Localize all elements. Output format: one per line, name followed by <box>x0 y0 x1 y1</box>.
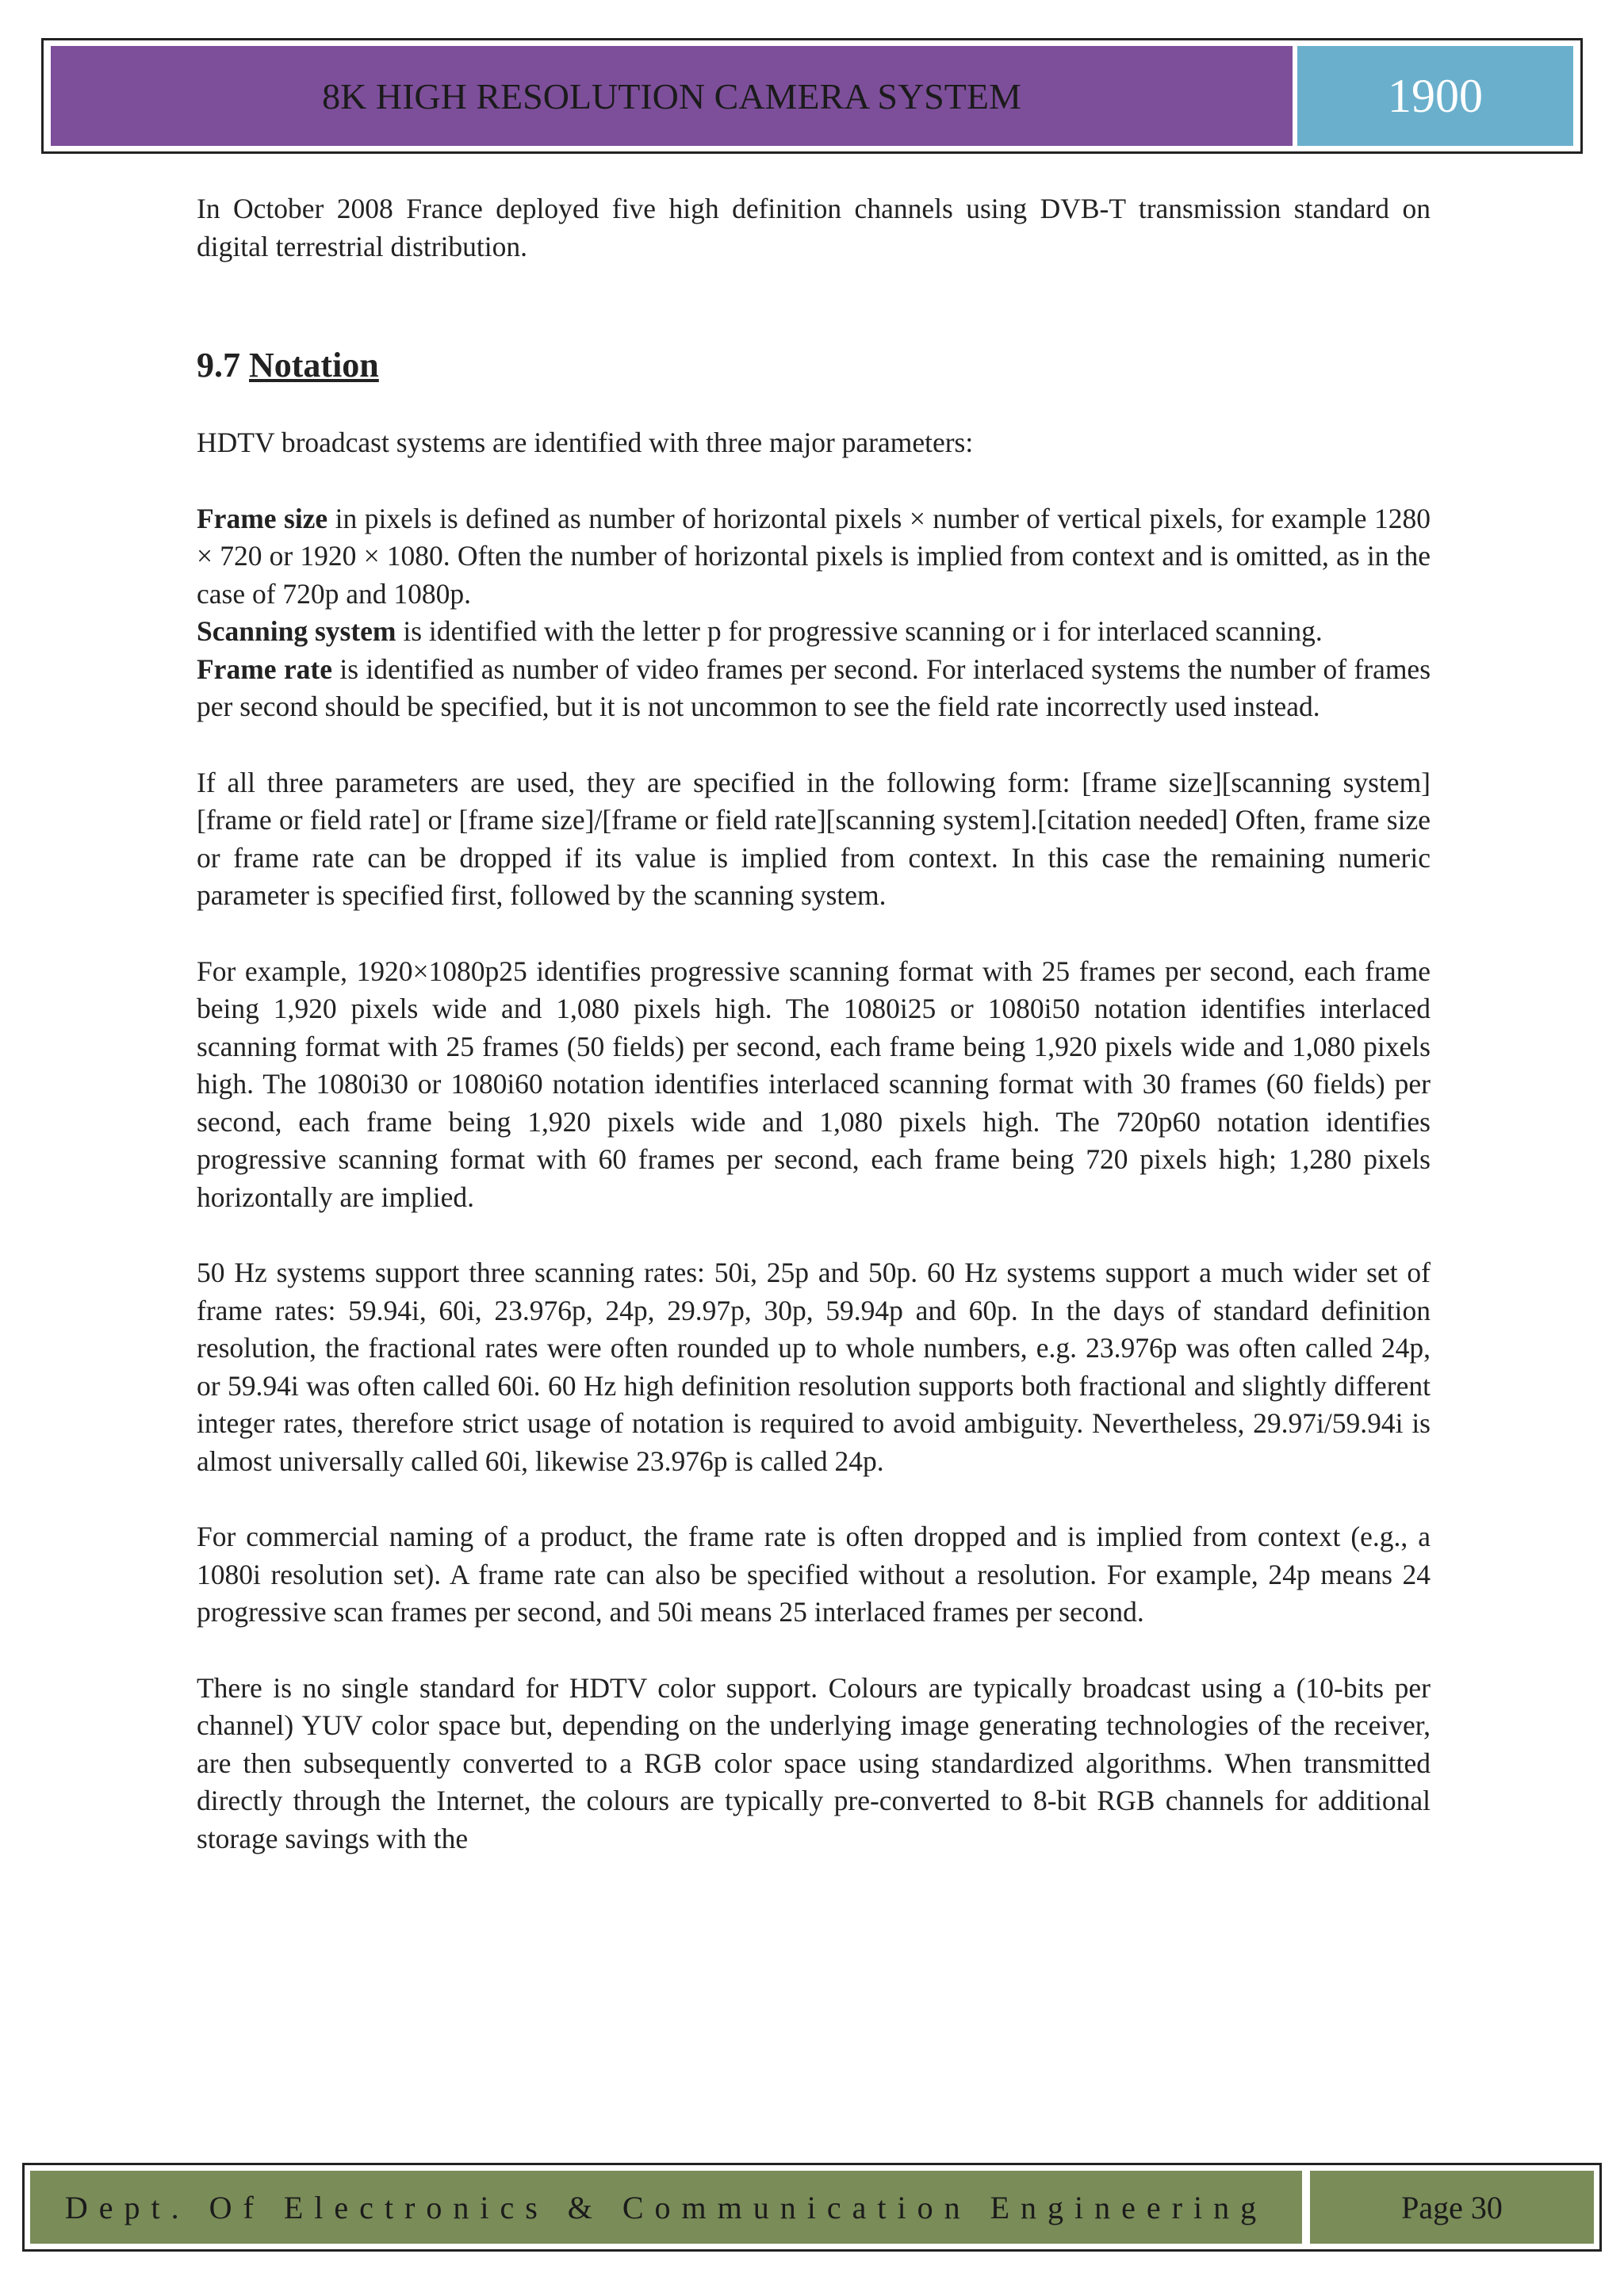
header-year: 1900 <box>1297 46 1573 146</box>
frame-rate-label: Frame rate <box>197 652 332 685</box>
intro-paragraph: In October 2008 France deployed five high definition channels using DVB-T transmission standard on digital terrestrial distribution. <box>197 193 1431 262</box>
frame-size-label: Frame size <box>197 502 328 534</box>
section-heading <box>197 345 1431 386</box>
header-title: 8K HIGH RESOLUTION CAMERA SYSTEM <box>51 46 1293 146</box>
section-title: Notation <box>249 346 379 385</box>
scanning-text: is identified with the letter p for progressive scanning or i for interlaced scanning. <box>396 615 1323 647</box>
scanning-paragraph <box>197 613 1431 651</box>
section-number: 9.7 <box>197 346 249 385</box>
color-paragraph: There is no single standard for HDTV color support. Colours are typically broadcast using a (10-bits per channel) YUV color space but, depending on the underlying image generating technologies of the receiver, are then subsequently converted to a RGB color space using standardized algorithms. When transmitted directly through the Internet, the colours are typically pre-converted to 8-bit RGB channels for additional storage savings with the <box>197 1671 1431 1854</box>
frame-rate-text: is identified as number of video frames per second. For interlaced systems the number of frames per second should be specified, but it is not uncommon to see the field rate incorrectly used instead. <box>197 652 1431 722</box>
frame-rate-paragraph <box>197 651 1431 726</box>
scanning-label: Scanning system <box>197 615 396 647</box>
footer-department: Dept. Of Electronics & Communication Engineering <box>30 2171 1302 2244</box>
commercial-paragraph: For commercial naming of a product, the frame rate is often dropped and is implied from context (e.g., a 1080i resolution set). A frame rate can also be specified without a resolution. For example, 24p means 24 progressive scan frames per second, and 50i means 25 interlaced frames per second. <box>197 1521 1431 1628</box>
frame-size-paragraph <box>197 500 1431 614</box>
example-paragraph: For example, 1920×1080p25 identifies progressive scanning format with 25 frames per second, each frame being 1,920 pixels wide and 1,080 pixels high. The 1080i25 or 1080i50 notation identifies interlaced scanning format with 25 frames (50 fields) per second, each frame being 1,920 pixels wide and 1,080 pixels high. The 1080i30 or 1080i60 notation identifies interlaced scanning format with 30 frames (60 fields) per second, each frame being 1,920 pixels wide and 1,080 pixels high. The 720p60 notation identifies progressive scanning format with 60 frames per second, each frame being 720 pixels high; 1,280 pixels horizontally are implied. <box>197 955 1431 1213</box>
form-paragraph: If all three parameters are used, they are specified in the following form: [frame size][scanning system][frame or field rate] or [frame size]/[frame or field rate][scanning system].[citation needed] Often, frame size or frame rate can be dropped if its value is implied from context. In this case the remaining numeric parameter is specified first, followed by the scanning system. <box>197 766 1431 911</box>
rates-paragraph: 50 Hz systems support three scanning rates: 50i, 25p and 50p. 60 Hz systems support a much wider set of frame rates: 59.94i, 60i, 23.976p, 24p, 29.97p, 30p, 59.94p and 60p. In the days of standard definition resolution, the fractional rates were often rounded up to whole numbers, e.g. 23.976p was often called 24p, or 59.94i was often called 60i. 60 Hz high definition resolution supports both fractional and slightly different integer rates, therefore strict usage of notation is required to avoid ambiguity. Nevertheless, 29.97i/59.94i is almost universally called 60i, likewise 23.976p is called 24p. <box>197 1257 1431 1477</box>
page-content <box>197 190 1431 1858</box>
params-intro-paragraph: HDTV broadcast systems are identified with three major parameters: <box>197 427 974 458</box>
frame-size-text: in pixels is defined as number of horizontal pixels × number of vertical pixels, for example 1280 × 720 or 1920 × 1080. Often the number of horizontal pixels is implied from context and is omitted, as in the case of 720p and 1080p. <box>197 502 1431 610</box>
footer-page-number: Page 30 <box>1310 2171 1594 2244</box>
